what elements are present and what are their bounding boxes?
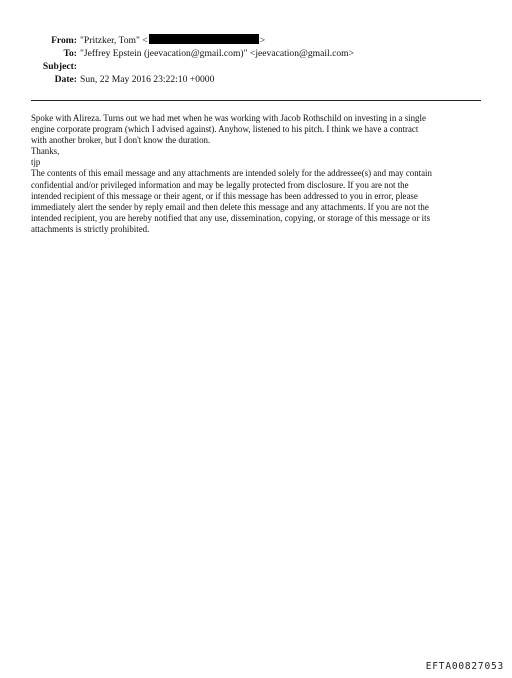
- disclaimer-line: confidential and/or privileged information and may be legally protected from disclosure. If you are not the: [31, 179, 409, 190]
- from-suffix: >: [259, 35, 266, 46]
- to-label: To:: [63, 48, 77, 59]
- body-line: tjp: [31, 157, 41, 168]
- header-divider: [31, 100, 481, 101]
- email-header: [0, 34, 512, 86]
- from-label: From:: [51, 35, 77, 46]
- body-line: with another broker, but I don't know the duration.: [31, 135, 211, 146]
- from-name: "Pritzker, Tom" <: [80, 35, 148, 46]
- date-value: Sun, 22 May 2016 23:22:10 +0000: [80, 74, 215, 85]
- disclaimer-line: intended recipient of this message or their agent, or if this message has been addressed to you in error, please: [31, 190, 418, 201]
- to-value: "Jeffrey Epstein (jeevacation@gmail.com)" <jeevacation@gmail.com>: [80, 48, 355, 59]
- email-body: [31, 113, 493, 235]
- to-row: [0, 47, 512, 60]
- document-id: EFTA00827053: [425, 661, 504, 672]
- from-row: [0, 34, 512, 47]
- date-label: Date:: [54, 74, 77, 85]
- disclaimer-line: intended recipient, you are hereby notified that any use, dissemination, copying, or storage of this message or its: [31, 212, 431, 223]
- body-line: engine corporate program (which I advised against). Anyhow, listened to his pitch. I think we have a contract: [31, 124, 419, 135]
- from-value: [80, 34, 265, 47]
- subject-row: [0, 60, 512, 73]
- disclaimer-line: attachments is strictly prohibited.: [31, 223, 150, 234]
- body-line: Spoke with Alireza. Turns out we had met when he was working with Jacob Rothschild on investing in a single: [31, 113, 426, 123]
- subject-label: Subject:: [42, 61, 77, 72]
- disclaimer-line: immediately alert the sender by reply email and then delete this message and any attachments. If you are not the: [31, 201, 429, 212]
- date-row: [0, 73, 512, 86]
- body-line: Thanks,: [31, 146, 60, 157]
- redaction-box: [149, 34, 259, 44]
- disclaimer-line: The contents of this email message and any attachments are intended solely for the addressee(s) and may contain: [31, 168, 432, 179]
